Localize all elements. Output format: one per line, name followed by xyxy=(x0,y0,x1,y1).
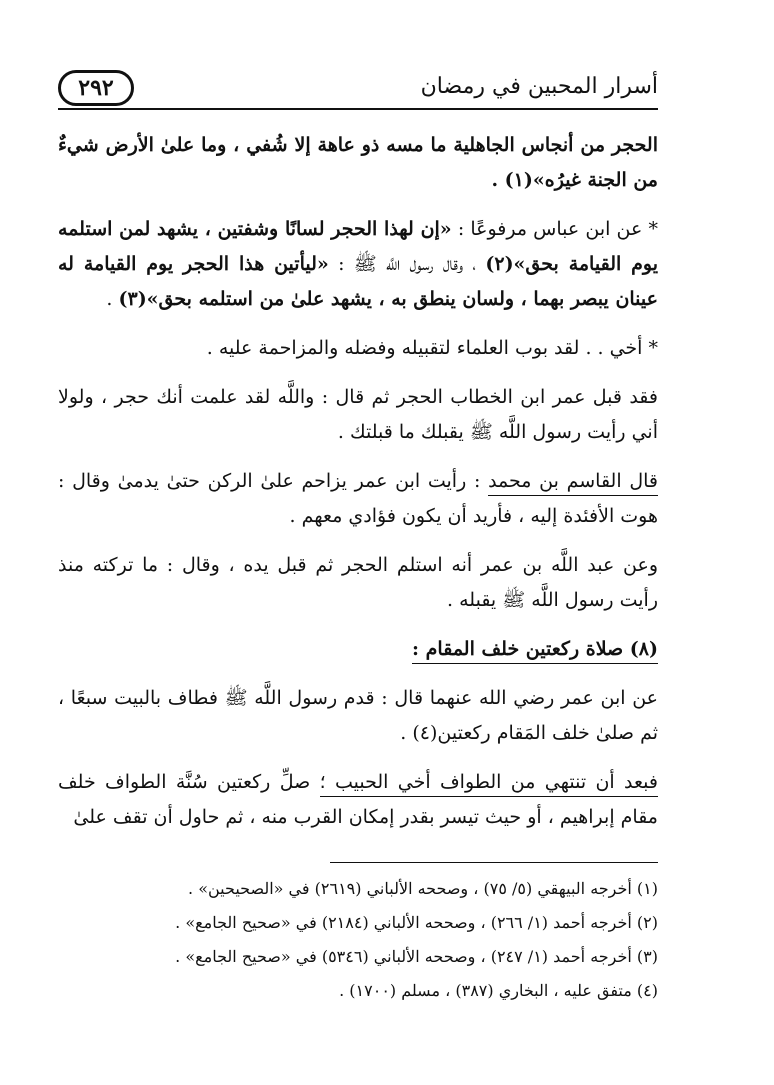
paragraph-2-intro: * عن ابن عباس مرفوعًا : xyxy=(457,218,658,240)
page-number: ٢٩٢ xyxy=(58,70,134,106)
paragraph-8-underlined: فبعد أن تنتهي من الطواف أخي الحبيب ؛ xyxy=(320,771,658,797)
paragraph-4: فقد قبل عمر ابن الخطاب الحجر ثم قال : واللَّه لقد علمت أنك حجر ، ولولا أني رأيت رسول اللَّه ﷺ يقبلك ما قبلتك . xyxy=(58,386,658,443)
paragraph-2-end: . xyxy=(106,288,113,310)
footnote-1: (١) أخرجه البيهقي (٥/ ٧٥) ، وصححه الألباني (٢٦١٩) في «الصحيحين» . xyxy=(188,879,658,898)
paragraph-3: * أخي . . لقد بوب العلماء لتقبيله وفضله والمزاحمة عليه . xyxy=(206,337,658,359)
hadith-quote-2: «ليأتين هذا الحجر يوم القيامة له عينان يبصر بهما ، ولسان ينطق به ، يشهد علىٰ من استلمه بحق»(٣) xyxy=(58,253,658,310)
paragraph-8-rest: صلِّ ركعتين سُنَّة الطواف خلف مقام إبراهيم ، أو حيث تيسر بقدر إمكان القرب منه ، ثم حاول أن تقف علىٰ xyxy=(58,771,658,828)
paragraph-1: الحجر من أنجاس الجاهلية ما مسه ذو عاهة إلا شُفي ، وما علىٰ الأرض شيءٌ من الجنة غيرُه»(١) . xyxy=(58,134,658,191)
footnote-3: (٣) أخرجه أحمد (١/ ٢٤٧) ، وصححه الألباني (٥٣٤٦) في «صحيح الجامع» . xyxy=(175,947,658,966)
paragraph-2-mid: ، وقال رسول اللَّه ﷺ : xyxy=(338,253,477,275)
footnote-2: (٢) أخرجه أحمد (١/ ٢٦٦) ، وصححه الألباني (٢١٨٤) في «صحيح الجامع» . xyxy=(175,913,658,932)
hadith-quote-1: «إن لهذا الحجر لسانًا وشفتين ، يشهد لمن استلمه يوم القيامة بحق»(٢) xyxy=(58,218,658,275)
paragraph-8 xyxy=(58,765,658,835)
paragraph-6: وعن عبد اللَّه بن عمر أنه استلم الحجر ثم قبل يده ، وقال : ما تركته منذ رأيت رسول اللَّه ﷺ يقبله . xyxy=(58,554,658,611)
footnote-4: (٤) متفق عليه ، البخاري (٣٨٧) ، مسلم (١٧٠٠) . xyxy=(339,981,658,1000)
narrator-name: قال القاسم بن محمد xyxy=(488,470,658,496)
footnotes xyxy=(58,872,658,1008)
paragraph-7: عن ابن عمر رضي الله عنهما قال : قدم رسول اللَّه ﷺ فطاف بالبيت سبعًا ، ثم صلىٰ خلف المَقام ركعتين(٤) . xyxy=(58,687,658,744)
paragraph-2 xyxy=(58,212,658,317)
book-title: أسرار المحبين في رمضان xyxy=(420,74,658,99)
paragraph-5 xyxy=(58,464,658,534)
section-heading xyxy=(58,632,658,667)
section-heading-text: (٨) صلاة ركعتين خلف المقام : xyxy=(412,638,658,664)
page-header xyxy=(58,68,658,110)
page-body xyxy=(58,128,658,849)
paragraph-5-rest: : رأيت ابن عمر يزاحم علىٰ الركن حتىٰ يدمىٰ وقال : هوت الأفئدة إليه ، فأريد أن يكون فؤادي معهم . xyxy=(58,470,658,527)
footnote-divider xyxy=(330,862,658,863)
